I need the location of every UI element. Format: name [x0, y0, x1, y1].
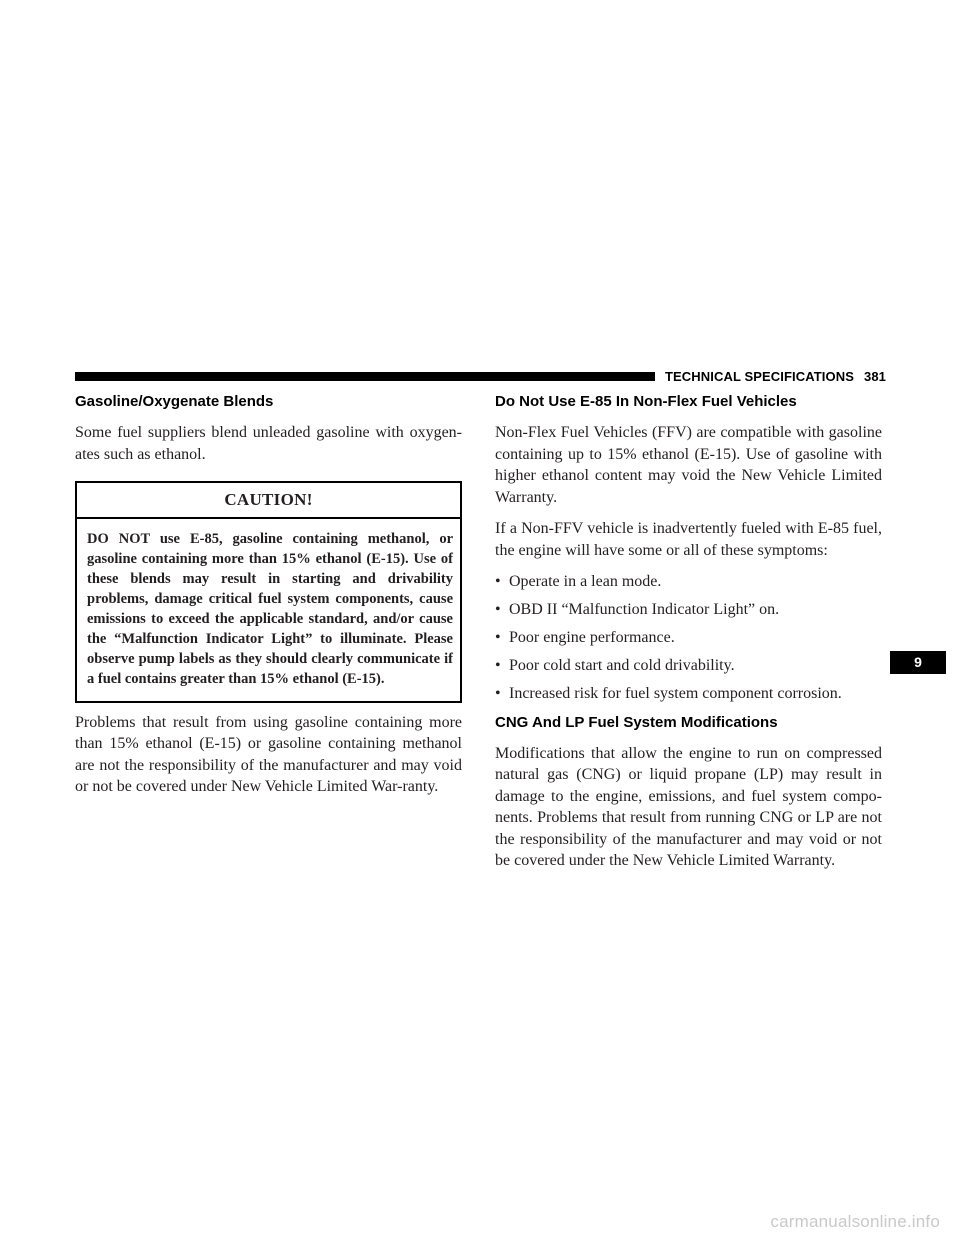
intro-paragraph: Some fuel suppliers blend unleaded gasoline with oxygen-ates such as ethanol.: [75, 424, 462, 463]
symptoms-paragraph: If a Non-FFV vehicle is inadvertently fueled with E-85 fuel, the engine will have some or all of these symptoms:: [495, 520, 882, 559]
list-item-text: Operate in a lean mode.: [509, 573, 662, 590]
list-item-text: Poor cold start and cold drivability.: [509, 657, 735, 674]
list-item: [495, 599, 882, 621]
caution-box: [75, 481, 462, 703]
ffv-paragraph: Non-Flex Fuel Vehicles (FFV) are compatible with gasoline containing up to 15% ethanol (E-15). Use of gasoline with higher ethanol content may void the New Vehicle Limited Warranty.: [495, 424, 882, 506]
caution-body: DO NOT use E-85, gasoline containing methanol, or gasoline containing more than 15% ethanol (E-15). Use of these blends may result in starting and drivability problems, damage critical fuel system components, cause emissions to exceed the applicable standard, and/or cause the “Malfunction Indicator Light” to illuminate. Please observe pump labels as they should clearly communicate if a fuel contains greater than 15% ethanol (E-15).: [87, 530, 453, 687]
running-header: [665, 369, 886, 384]
after-caution-paragraph: Problems that result from using gasoline containing more than 15% ethanol (E-15) or gasoline containing methanol are not the responsibility of the manufacturer and may void or not be covered under New Vehicle Limited War-ranty.: [75, 713, 462, 795]
list-item: [495, 571, 882, 593]
bullet-icon: •: [495, 685, 501, 702]
section-title: TECHNICAL SPECIFICATIONS: [665, 369, 854, 384]
list-item: [495, 627, 882, 649]
section-tab: 9: [890, 651, 946, 674]
bullet-icon: •: [495, 573, 501, 590]
list-item: [495, 655, 882, 677]
left-column: [75, 392, 462, 808]
bullet-icon: •: [495, 629, 501, 646]
list-item-text: OBD II “Malfunction Indicator Light” on.: [509, 601, 780, 618]
watermark: carmanualsonline.info: [770, 1212, 940, 1231]
symptom-list: [495, 571, 882, 705]
heading-gasoline-oxygenate: Gasoline/Oxygenate Blends: [75, 393, 274, 410]
page-number: 381: [863, 369, 886, 384]
heading-e85: Do Not Use E-85 In Non-Flex Fuel Vehicles: [495, 393, 797, 410]
bullet-icon: •: [495, 601, 501, 618]
right-column: [495, 392, 882, 882]
header-rule: [75, 372, 655, 381]
heading-cng-lp: CNG And LP Fuel System Modifications: [495, 713, 778, 731]
cng-paragraph: Modifications that allow the engine to run on compressed natural gas (CNG) or liquid propane (LP) may result in damage to the engine, emissions, and fuel system compo-nents. Problems that result from running CNG or LP are not the responsibility of the manufacturer and may void or not be covered under the New Vehicle Limited Warranty.: [495, 744, 882, 869]
caution-title: CAUTION!: [77, 483, 460, 519]
list-item: [495, 683, 882, 705]
list-item-text: Poor engine performance.: [509, 629, 675, 646]
bullet-icon: •: [495, 657, 501, 674]
list-item-text: Increased risk for fuel system component corrosion.: [509, 685, 842, 702]
